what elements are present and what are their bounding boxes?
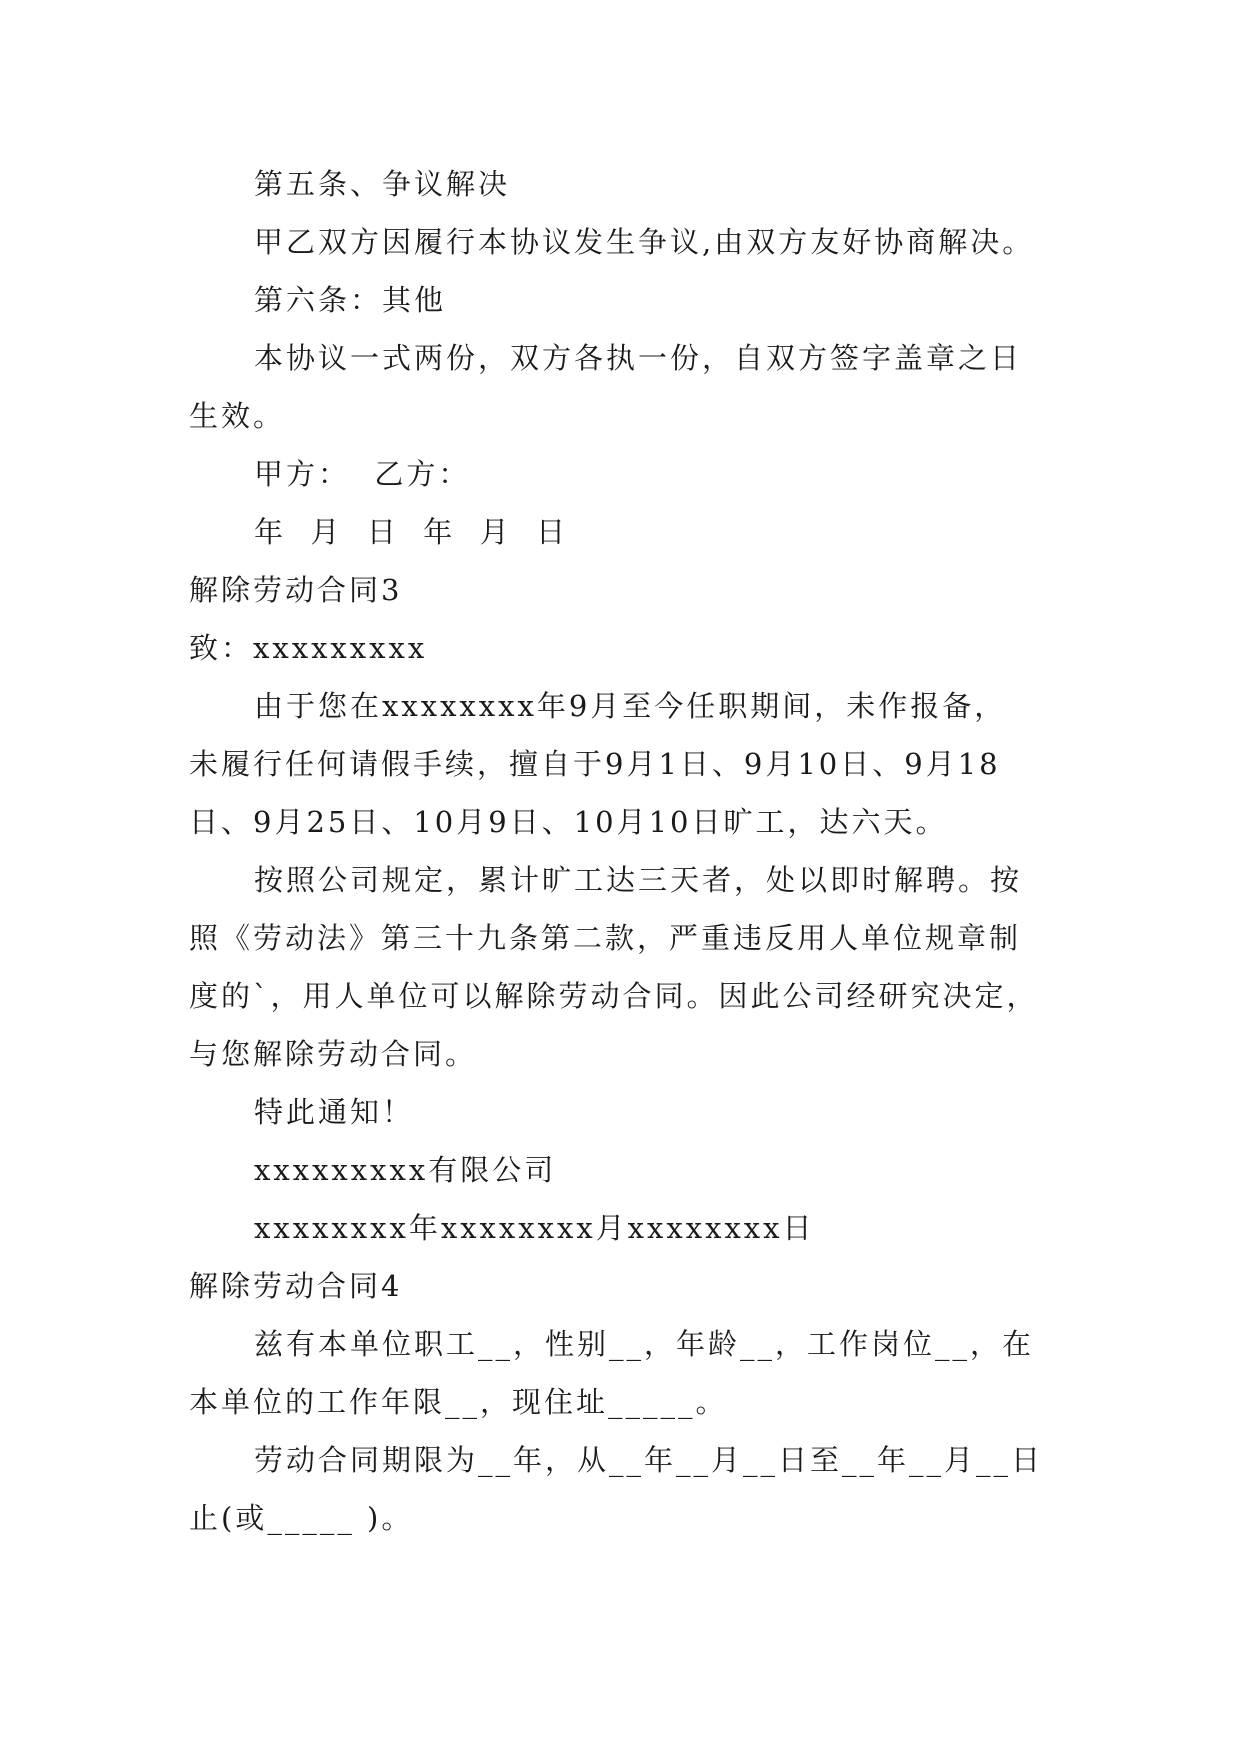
article-6-body-line-2: 生效。: [189, 399, 286, 433]
section-4-title: 解除劳动合同4: [189, 1269, 403, 1303]
article-6-body-line-1: 本协议一式两份，双方各执一份，自双方签字盖章之日: [254, 341, 1023, 375]
party-signatures: 甲方： 乙方：: [254, 457, 471, 491]
notice-body-line-3: 日、9月25日、10月9日、10月10日旷工，达六天。: [189, 805, 948, 839]
section-4-body-line-1: 兹有本单位职工__，性别__，年龄__，工作岗位__，在: [254, 1327, 1035, 1361]
company-name: xxxxxxxxx有限公司: [254, 1153, 557, 1187]
notice-recipient: 致：xxxxxxxxx: [189, 631, 428, 665]
section-3-title: 解除劳动合同3: [189, 573, 403, 607]
signature-dates: 年 月 日 年 月 日: [254, 515, 569, 549]
section-4-body-line-4: 止(或_____ )。: [189, 1501, 414, 1535]
notice-body-line-1: 由于您在xxxxxxxx年9月至今任职期间，未作报备，: [254, 689, 1007, 723]
section-4-body-line-3: 劳动合同期限为__年，从__年__月__日至__年__月__日: [254, 1443, 1044, 1477]
section-4-body-line-2: 本单位的工作年限__，现住址_____。: [189, 1385, 728, 1419]
notice-body-line-5: 照《劳动法》第三十九条第二款，严重违反用人单位规章制: [189, 921, 1022, 955]
article-5-body: 甲乙双方因履行本协议发生争议,由双方友好协商解决。: [254, 225, 1035, 259]
notice-body-line-6: 度的`，用人单位可以解除劳动合同。因此公司经研究决定，: [189, 979, 1039, 1013]
article-5-heading: 第五条、争议解决: [254, 167, 511, 201]
notice-date: xxxxxxxx年xxxxxxxx月xxxxxxxx日: [254, 1211, 815, 1245]
article-6-heading: 第六条：其他: [254, 283, 447, 317]
notice-body-line-4: 按照公司规定，累计旷工达三天者，处以即时解聘。按: [254, 863, 1023, 897]
notice-body-line-2: 未履行任何请假手续，擅自于9月1日、9月10日、9月18: [189, 747, 1001, 781]
notice-closing: 特此通知！: [254, 1095, 415, 1129]
notice-body-line-7: 与您解除劳动合同。: [189, 1037, 478, 1071]
